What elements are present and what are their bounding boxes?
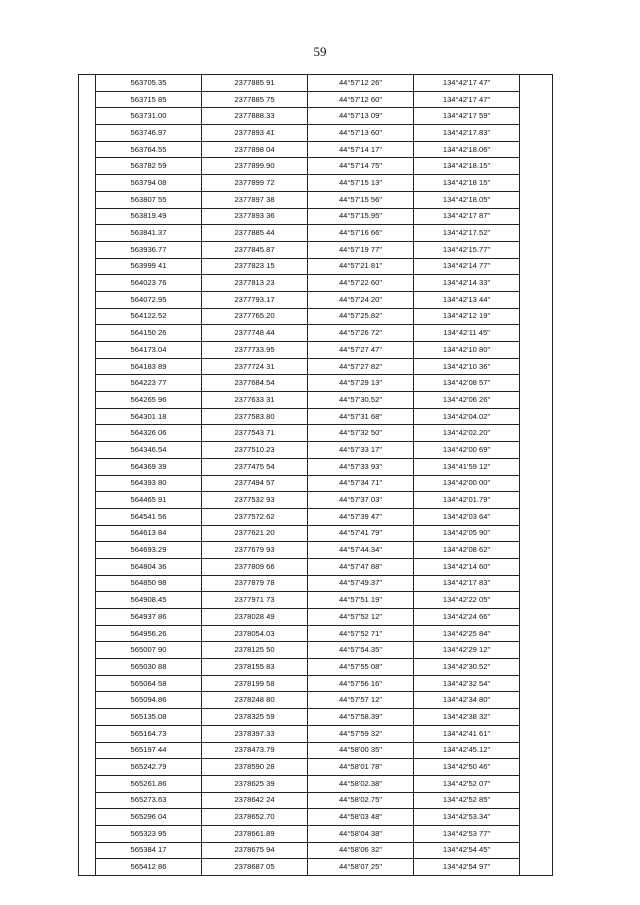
y-coordinate-cell: 2378248 80 — [202, 692, 308, 709]
latitude-cell: 44°57'51 19" — [308, 592, 414, 609]
longitude-cell: 134°42'13 44" — [414, 291, 520, 308]
latitude-cell: 44°58'02.38" — [308, 775, 414, 792]
x-coordinate-cell: 564326 06 — [96, 425, 202, 442]
longitude-cell: 134°42'00 00" — [414, 475, 520, 492]
table-row — [79, 425, 553, 442]
coordinates-table — [78, 74, 553, 876]
x-coordinate-cell: 565197 44 — [96, 742, 202, 759]
x-coordinate-cell: 564908.45 — [96, 592, 202, 609]
longitude-cell: 134°41'59 12" — [414, 458, 520, 475]
table-row — [79, 742, 553, 759]
y-coordinate-cell: 2378125 50 — [202, 642, 308, 659]
latitude-cell: 44°57'59 32" — [308, 725, 414, 742]
longitude-cell: 134°42'01.79" — [414, 492, 520, 509]
table-row — [79, 659, 553, 676]
longitude-cell: 134°42'11 45" — [414, 325, 520, 342]
x-coordinate-cell: 564023 76 — [96, 275, 202, 292]
latitude-cell: 44°57'44.34" — [308, 542, 414, 559]
x-coordinate-cell: 563794 08 — [96, 175, 202, 192]
x-coordinate-cell: 565412 86 — [96, 859, 202, 876]
latitude-cell: 44°57'57 12" — [308, 692, 414, 709]
y-coordinate-cell: 2378473.79 — [202, 742, 308, 759]
latitude-cell: 44°57'30.52" — [308, 392, 414, 409]
y-coordinate-cell: 2378590 28 — [202, 759, 308, 776]
table-row — [79, 392, 553, 409]
x-coordinate-cell: 564369 39 — [96, 458, 202, 475]
latitude-cell: 44°57'41 79" — [308, 525, 414, 542]
x-coordinate-cell: 563764.55 — [96, 141, 202, 158]
longitude-cell: 134°42'15.77" — [414, 241, 520, 258]
latitude-cell: 44°57'56 16" — [308, 675, 414, 692]
latitude-cell: 44°57'14 75" — [308, 158, 414, 175]
table-row — [79, 475, 553, 492]
table-row — [79, 275, 553, 292]
y-coordinate-cell: 2377684.54 — [202, 375, 308, 392]
y-coordinate-cell: 2377494 57 — [202, 475, 308, 492]
longitude-cell: 134°42'30.52" — [414, 659, 520, 676]
table-row — [79, 325, 553, 342]
y-coordinate-cell: 2378661.89 — [202, 825, 308, 842]
longitude-cell: 134°42'10 80" — [414, 342, 520, 359]
table-row — [79, 525, 553, 542]
y-coordinate-cell: 2378028 49 — [202, 609, 308, 626]
y-coordinate-cell: 2377885 91 — [202, 75, 308, 92]
longitude-cell: 134°42'17 83" — [414, 575, 520, 592]
y-coordinate-cell: 2378325 59 — [202, 709, 308, 726]
latitude-cell: 44°57'12 26" — [308, 75, 414, 92]
longitude-cell: 134°42'00 69" — [414, 442, 520, 459]
table-row — [79, 75, 553, 92]
y-coordinate-cell: 2377885 44 — [202, 225, 308, 242]
table-row — [79, 792, 553, 809]
x-coordinate-cell: 564393 80 — [96, 475, 202, 492]
longitude-cell: 134°42'32 54" — [414, 675, 520, 692]
y-coordinate-cell: 2377633 31 — [202, 392, 308, 409]
table-row — [79, 91, 553, 108]
y-coordinate-cell: 2377893 36 — [202, 208, 308, 225]
table-row — [79, 108, 553, 125]
latitude-cell: 44°58'00 35" — [308, 742, 414, 759]
latitude-cell: 44°57'52 71" — [308, 625, 414, 642]
table-row — [79, 241, 553, 258]
x-coordinate-cell: 564122.52 — [96, 308, 202, 325]
latitude-cell: 44°57'34 71" — [308, 475, 414, 492]
x-coordinate-cell: 565384 17 — [96, 842, 202, 859]
y-coordinate-cell: 2378199 58 — [202, 675, 308, 692]
latitude-cell: 44°57'13 60" — [308, 125, 414, 142]
longitude-cell: 134°42'08 62" — [414, 542, 520, 559]
table-row — [79, 609, 553, 626]
x-coordinate-cell: 563807 55 — [96, 191, 202, 208]
latitude-cell: 44°57'49.37" — [308, 575, 414, 592]
x-coordinate-cell: 563841.37 — [96, 225, 202, 242]
x-coordinate-cell: 563705.35 — [96, 75, 202, 92]
latitude-cell: 44°57'58.39" — [308, 709, 414, 726]
longitude-cell: 134°42'18.06" — [414, 141, 520, 158]
table-row — [79, 208, 553, 225]
x-coordinate-cell: 564693.29 — [96, 542, 202, 559]
table-row — [79, 342, 553, 359]
y-coordinate-cell: 2377724 31 — [202, 358, 308, 375]
x-coordinate-cell: 563746.97 — [96, 125, 202, 142]
latitude-cell: 44°57'15 13" — [308, 175, 414, 192]
longitude-cell: 134°42'53 77" — [414, 825, 520, 842]
latitude-cell: 44°57'55 08" — [308, 659, 414, 676]
latitude-cell: 44°58'01 78" — [308, 759, 414, 776]
table-row — [79, 725, 553, 742]
y-coordinate-cell: 2377679 93 — [202, 542, 308, 559]
table-row — [79, 158, 553, 175]
latitude-cell: 44°57'15 56" — [308, 191, 414, 208]
right-margin-column — [520, 75, 553, 876]
latitude-cell: 44°57'52 12" — [308, 609, 414, 626]
y-coordinate-cell: 2377765.20 — [202, 308, 308, 325]
y-coordinate-cell: 2377748 44 — [202, 325, 308, 342]
longitude-cell: 134°42'12 19" — [414, 308, 520, 325]
longitude-cell: 134°42'18.15" — [414, 158, 520, 175]
longitude-cell: 134°42'17 47" — [414, 91, 520, 108]
y-coordinate-cell: 2378054.03 — [202, 625, 308, 642]
latitude-cell: 44°57'24 20" — [308, 291, 414, 308]
x-coordinate-cell: 563819.49 — [96, 208, 202, 225]
x-coordinate-cell: 564937 86 — [96, 609, 202, 626]
table-row — [79, 759, 553, 776]
y-coordinate-cell: 2377971 73 — [202, 592, 308, 609]
y-coordinate-cell: 2377885 75 — [202, 91, 308, 108]
latitude-cell: 44°58'04 38" — [308, 825, 414, 842]
y-coordinate-cell: 2377543 71 — [202, 425, 308, 442]
longitude-cell: 134°42'25 84" — [414, 625, 520, 642]
latitude-cell: 44°57'26 72" — [308, 325, 414, 342]
x-coordinate-cell: 565261.86 — [96, 775, 202, 792]
x-coordinate-cell: 565064 58 — [96, 675, 202, 692]
latitude-cell: 44°57'29 13" — [308, 375, 414, 392]
x-coordinate-cell: 563936.77 — [96, 241, 202, 258]
table-row — [79, 191, 553, 208]
x-coordinate-cell: 564173.04 — [96, 342, 202, 359]
longitude-cell: 134°42'54 97" — [414, 859, 520, 876]
longitude-cell: 134°42'17 47" — [414, 75, 520, 92]
x-coordinate-cell: 564613 84 — [96, 525, 202, 542]
longitude-cell: 134°42'17.52" — [414, 225, 520, 242]
latitude-cell: 44°57'19 77" — [308, 241, 414, 258]
longitude-cell: 134°42'52 07" — [414, 775, 520, 792]
latitude-cell: 44°57'16 66" — [308, 225, 414, 242]
x-coordinate-cell: 564541 56 — [96, 508, 202, 525]
y-coordinate-cell: 2377510.23 — [202, 442, 308, 459]
y-coordinate-cell: 2377572.62 — [202, 508, 308, 525]
latitude-cell: 44°57'31 68" — [308, 408, 414, 425]
table-row — [79, 175, 553, 192]
x-coordinate-cell: 564465 91 — [96, 492, 202, 509]
x-coordinate-cell: 564850 98 — [96, 575, 202, 592]
x-coordinate-cell: 564346.54 — [96, 442, 202, 459]
y-coordinate-cell: 2378642 24 — [202, 792, 308, 809]
longitude-cell: 134°42'38 32" — [414, 709, 520, 726]
y-coordinate-cell: 2377621 20 — [202, 525, 308, 542]
y-coordinate-cell: 2377813 23 — [202, 275, 308, 292]
x-coordinate-cell: 564804 36 — [96, 558, 202, 575]
x-coordinate-cell: 563715 85 — [96, 91, 202, 108]
table-row — [79, 125, 553, 142]
longitude-cell: 134°42'52 85" — [414, 792, 520, 809]
y-coordinate-cell: 2378397.33 — [202, 725, 308, 742]
table-row — [79, 825, 553, 842]
x-coordinate-cell: 565094.86 — [96, 692, 202, 709]
table-row — [79, 508, 553, 525]
table-row — [79, 859, 553, 876]
x-coordinate-cell: 565007 90 — [96, 642, 202, 659]
longitude-cell: 134°42'18.05" — [414, 191, 520, 208]
longitude-cell: 134°42'04.02" — [414, 408, 520, 425]
x-coordinate-cell: 563731.00 — [96, 108, 202, 125]
longitude-cell: 134°42'14 33" — [414, 275, 520, 292]
latitude-cell: 44°57'27 47" — [308, 342, 414, 359]
y-coordinate-cell: 2377845.87 — [202, 241, 308, 258]
x-coordinate-cell: 565296 04 — [96, 809, 202, 826]
x-coordinate-cell: 564072.95 — [96, 291, 202, 308]
table-row — [79, 692, 553, 709]
longitude-cell: 134°42'08 57" — [414, 375, 520, 392]
table-row — [79, 809, 553, 826]
longitude-cell: 134°42'24 66" — [414, 609, 520, 626]
longitude-cell: 134°42'10 36" — [414, 358, 520, 375]
y-coordinate-cell: 2377793.17 — [202, 291, 308, 308]
longitude-cell: 134°42'06 26" — [414, 392, 520, 409]
latitude-cell: 44°57'12 60" — [308, 91, 414, 108]
longitude-cell: 134°42'34 80" — [414, 692, 520, 709]
longitude-cell: 134°42'02.20" — [414, 425, 520, 442]
latitude-cell: 44°57'32 50" — [308, 425, 414, 442]
longitude-cell: 134°42'53.34" — [414, 809, 520, 826]
table-row — [79, 442, 553, 459]
latitude-cell: 44°58'07 25" — [308, 859, 414, 876]
x-coordinate-cell: 564150 26 — [96, 325, 202, 342]
latitude-cell: 44°57'25.82" — [308, 308, 414, 325]
latitude-cell: 44°57'33 93" — [308, 458, 414, 475]
latitude-cell: 44°57'37 03" — [308, 492, 414, 509]
latitude-cell: 44°57'22 60" — [308, 275, 414, 292]
latitude-cell: 44°57'33 17" — [308, 442, 414, 459]
latitude-cell: 44°57'39 47" — [308, 508, 414, 525]
table-row — [79, 575, 553, 592]
table-row — [79, 558, 553, 575]
x-coordinate-cell: 565030 88 — [96, 659, 202, 676]
table-row — [79, 675, 553, 692]
longitude-cell: 134°42'54 45" — [414, 842, 520, 859]
y-coordinate-cell: 2378687 05 — [202, 859, 308, 876]
longitude-cell: 134°42'05 90" — [414, 525, 520, 542]
table-row — [79, 291, 553, 308]
longitude-cell: 134°42'29 12" — [414, 642, 520, 659]
y-coordinate-cell: 2377733.95 — [202, 342, 308, 359]
y-coordinate-cell: 2378675 94 — [202, 842, 308, 859]
y-coordinate-cell: 2378625 39 — [202, 775, 308, 792]
y-coordinate-cell: 2377475 54 — [202, 458, 308, 475]
y-coordinate-cell: 2377897 38 — [202, 191, 308, 208]
x-coordinate-cell: 564183 89 — [96, 358, 202, 375]
y-coordinate-cell: 2378652.70 — [202, 809, 308, 826]
longitude-cell: 134°42'45.12" — [414, 742, 520, 759]
x-coordinate-cell: 565135.08 — [96, 709, 202, 726]
table-row — [79, 225, 553, 242]
latitude-cell: 44°57'15.95" — [308, 208, 414, 225]
table-row — [79, 642, 553, 659]
y-coordinate-cell: 2377899.90 — [202, 158, 308, 175]
table-row — [79, 408, 553, 425]
longitude-cell: 134°42'22 05" — [414, 592, 520, 609]
x-coordinate-cell: 565323 95 — [96, 825, 202, 842]
longitude-cell: 134°42'03 64" — [414, 508, 520, 525]
latitude-cell: 44°57'47 88" — [308, 558, 414, 575]
x-coordinate-cell: 564223 77 — [96, 375, 202, 392]
longitude-cell: 134°42'17 87" — [414, 208, 520, 225]
x-coordinate-cell: 564301 18 — [96, 408, 202, 425]
y-coordinate-cell: 2377898 04 — [202, 141, 308, 158]
table-row — [79, 775, 553, 792]
latitude-cell: 44°57'27 82" — [308, 358, 414, 375]
longitude-cell: 134°42'17 59" — [414, 108, 520, 125]
left-margin-column — [79, 75, 96, 876]
table-row — [79, 258, 553, 275]
latitude-cell: 44°58'06 32" — [308, 842, 414, 859]
latitude-cell: 44°57'54.35" — [308, 642, 414, 659]
y-coordinate-cell: 2377888.33 — [202, 108, 308, 125]
page-number: 59 — [313, 44, 327, 59]
longitude-cell: 134°42'14 77" — [414, 258, 520, 275]
latitude-cell: 44°57'21 81" — [308, 258, 414, 275]
table-row — [79, 458, 553, 475]
longitude-cell: 134°42'14 60" — [414, 558, 520, 575]
y-coordinate-cell: 2377893 41 — [202, 125, 308, 142]
latitude-cell: 44°58'03 48" — [308, 809, 414, 826]
x-coordinate-cell: 564265 96 — [96, 392, 202, 409]
coordinates-table-body — [79, 75, 553, 876]
x-coordinate-cell: 565164.73 — [96, 725, 202, 742]
x-coordinate-cell: 563999 41 — [96, 258, 202, 275]
table-row — [79, 358, 553, 375]
table-row — [79, 625, 553, 642]
table-row — [79, 709, 553, 726]
y-coordinate-cell: 2377532 93 — [202, 492, 308, 509]
table-row — [79, 492, 553, 509]
longitude-cell: 134°42'50 46" — [414, 759, 520, 776]
x-coordinate-cell: 563782 59 — [96, 158, 202, 175]
y-coordinate-cell: 2377899 72 — [202, 175, 308, 192]
latitude-cell: 44°57'13 09" — [308, 108, 414, 125]
latitude-cell: 44°58'02.75" — [308, 792, 414, 809]
y-coordinate-cell: 2378155 83 — [202, 659, 308, 676]
table-row — [79, 842, 553, 859]
table-row — [79, 542, 553, 559]
table-row — [79, 592, 553, 609]
longitude-cell: 134°42'18 15" — [414, 175, 520, 192]
longitude-cell: 134°42'17.83" — [414, 125, 520, 142]
y-coordinate-cell: 2377879 78 — [202, 575, 308, 592]
x-coordinate-cell: 565242.79 — [96, 759, 202, 776]
y-coordinate-cell: 2377583.80 — [202, 408, 308, 425]
longitude-cell: 134°42'41 61" — [414, 725, 520, 742]
x-coordinate-cell: 565273.63 — [96, 792, 202, 809]
y-coordinate-cell: 2377823 15 — [202, 258, 308, 275]
table-row — [79, 141, 553, 158]
y-coordinate-cell: 2377809 66 — [202, 558, 308, 575]
x-coordinate-cell: 564956.26 — [96, 625, 202, 642]
latitude-cell: 44°57'14 17" — [308, 141, 414, 158]
table-row — [79, 308, 553, 325]
table-row — [79, 375, 553, 392]
